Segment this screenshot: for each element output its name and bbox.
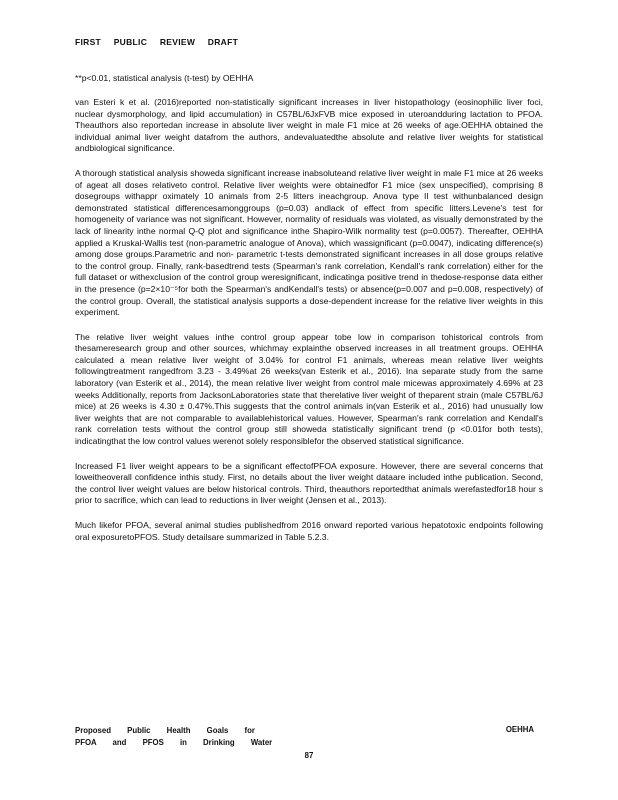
page-number: 87: [304, 751, 314, 760]
body-text: [75, 97, 543, 556]
paragraph-pfos-intro: Much likefor PFOA, several animal studies publishedfrom 2016 onward reported various hepatotoxic endpoints following oral exposuretoPFOS. Study detailsare summarized in Table 5.2.3.: [75, 520, 543, 542]
paragraph-statistical-analysis: A thorough statistical analysis showeda significant increase inabsoluteand relative liver weight in male F1 mice at 26 weeks of ageat all doses relativeto control. Relative liver weights were obtainedfor F1 mice (sex unspecified), comprising 8 dosegroups withappr oximately 10 animals from 2-5 litters ineachgroup. Anova type II test withunbalanced design demonstrated statistical differencesamonggroups (p=0.03) andlack of effect from specific litters.Levene's test for homogeneity of variance was not significant. However, normality of residuals was violated, as visually demonstrated by the lack of linearity inthe normal Q-Q plot and significance inthe Shapiro-Wilk normality test (p=0.0057). Thereafter, OEHHA applied a Kruskal-Wallis test (non-parametric analogue of Anova), which wassignificant (p=0.0047), indicating difference(s) among dose groups.Parametric and non- parametric t-tests demonstrated significant increases in all dose groups relative to the control group. Finally, rank-basedtrend tests (Spearman's rank correlation, Kendall's rank correlation) either for the full dataset or withexclusion of the control group weresignificant, indicatinga positive trend in thedose-response data either in the presence (p=2×10⁻⁵for both the Spearman's andKendall's tests) or absence(p=0.007 and p=0.008, respectively) of the control group. Overall, the statistical analysis supports a dose-dependent increase for the relative liver weights in this experiment.: [75, 167, 543, 318]
paragraph-concerns: Increased F1 liver weight appears to be a significant effectofPFOA exposure. However, there are several concerns that loweitheoverall confidence inthis study. First, no details about the liver weight dataare included inthe publication. Second, the control liver weight values are below historical controls. Third, theauthors reportedthat animals werefastedfor18 hour s prior to sacrifice, which can lead to reductions in liver weight (Jensen et al., 2013).: [75, 460, 543, 506]
page-header: FIRST PUBLIC REVIEW DRAFT: [75, 37, 239, 47]
paragraph-control-values: The relative liver weight values inthe control group appear tobe low in comparison tohistorical controls from thesameresearch group and other sources, whichmay explainthe observed increases in all treatment groups. OEHHA calculated a mean relative liver weight of 3.04% for control F1 animals, whereas mean relative liver weights followingtreatment rangedfrom 3.23 - 3.49%at 26 weeks(van Esterik et al., 2016). Ina separate study from the same laboratory (van Esterik et al., 2014), the mean relative liver weight from control male micewas approximately 4.69% at 23 weeks Additionally, reports from JacksonLaboratories state that therelative liver weight of theparent strain (male C57BL/6J mice) at 26 weeks is 4.30 ± 0.47%.This suggests that the control animals in(van Esterik et al., 2016) had unusually low liver weights that are not comparable to availablehistorical values. However, Spearman's rank correlation and Kendall's rank correlation tests without the control group still showeda statistically significant trend (p <0.01for both tests), indicatingthat the low control values werenot solely responsiblefor the observed statistical significance.: [75, 331, 543, 447]
table-footnote: **p<0.01, statistical analysis (t-test) by OEHHA: [75, 73, 254, 83]
footer-title-line-2: PFOA and PFOS in Drinking Water: [75, 738, 273, 747]
footer-agency: OEHHA: [505, 725, 534, 734]
footer-document-title: [75, 725, 272, 749]
footer-title-line-1: Proposed Public Health Goals for: [75, 726, 255, 735]
paragraph-van-esterik-summary: van Esteri k et al. (2016)reported non-statistically significant increases in liver histopathology (eosinophilic liver foci, nuclear dysmorphology, and lipid accumulation) in C57BL/6JxFVB mice exposed in uteroandduring lactation to PFOA. Theauthors also reportedan increase in absolute liver weight in male F1 mice at 26 weeks of age.OEHHA obtained the individual animal liver weight datafrom the authors, andevaluatedthe absolute and relative liver weights for statistical andbiological significance.: [75, 97, 543, 154]
